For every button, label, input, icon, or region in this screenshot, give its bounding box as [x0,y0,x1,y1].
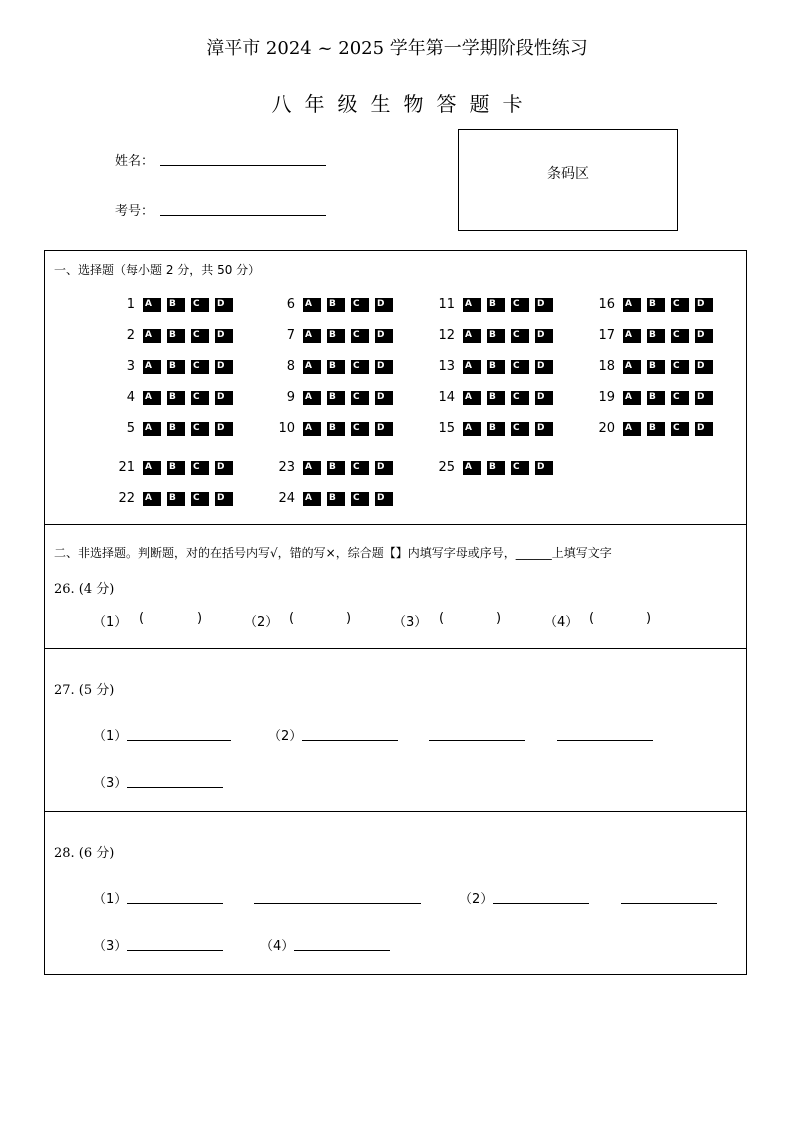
option-bubble-a[interactable]: A [143,461,161,474]
question-number: 2 [126,327,135,343]
option-bubble-a[interactable]: A [463,298,481,311]
option-bubble-b[interactable]: B [167,461,185,474]
option-bubble-a[interactable]: A [463,329,481,342]
question-number: 19 [598,389,615,405]
choice-question-10 [265,418,399,438]
q28-label: 28. (6 分) [54,846,115,861]
q27-part1-label: （1） [93,729,128,744]
q28-blank6[interactable] [294,936,390,951]
choice-question-19 [585,387,719,407]
option-bubble-b[interactable]: B [487,422,505,435]
option-bubble-b[interactable]: B [167,391,185,404]
option-bubble-d[interactable]: D [535,422,553,435]
choice-question-12 [425,325,559,345]
q26-answer3-close: ) [496,611,502,626]
q26-answer1-open: ( [139,611,145,626]
q26-part4-label: （4） [544,615,579,630]
q26-answer4[interactable] [599,609,647,627]
question-number: 4 [126,389,135,405]
option-bubble-b[interactable]: B [327,391,345,404]
exam-number-label: 考号： [115,204,155,219]
question-number: 16 [598,296,615,312]
question-number: 23 [278,459,295,475]
option-bubble-c[interactable]: C [351,360,369,373]
option-bubble-c[interactable]: C [351,329,369,342]
option-bubble-a[interactable]: A [303,360,321,373]
option-bubble-d[interactable]: D [215,391,233,404]
question-number: 3 [126,358,135,374]
option-bubble-b[interactable]: B [327,492,345,505]
option-bubble-d[interactable]: D [375,298,393,311]
option-bubble-a[interactable]: A [623,422,641,435]
q28-blank2[interactable] [254,889,421,904]
option-bubble-a[interactable]: A [143,329,161,342]
choice-question-24 [265,488,399,508]
choice-question-20 [585,418,719,438]
option-bubble-c[interactable]: C [191,360,209,373]
name-label: 姓名： [115,154,155,169]
option-bubble-a[interactable]: A [303,298,321,311]
option-bubble-a[interactable]: A [143,298,161,311]
option-bubble-a[interactable]: A [623,391,641,404]
question-number: 8 [286,358,295,374]
option-bubble-d[interactable]: D [535,360,553,373]
option-bubble-c[interactable]: C [351,461,369,474]
choice-question-14 [425,387,559,407]
choice-question-22 [105,488,239,508]
choice-question-1 [105,294,239,314]
option-bubble-c[interactable]: C [191,329,209,342]
choice-question-9 [265,387,399,407]
q27-blank4[interactable] [557,726,653,741]
option-bubble-d[interactable]: D [375,360,393,373]
choice-question-25 [425,457,559,477]
option-bubble-b[interactable]: B [487,298,505,311]
section-q28 [44,811,747,975]
option-bubble-b[interactable]: B [167,360,185,373]
question-number: 13 [438,358,455,374]
q26-answer2-open: ( [289,611,295,626]
option-bubble-b[interactable]: B [487,329,505,342]
choice-question-17 [585,325,719,345]
option-bubble-a[interactable]: A [463,360,481,373]
option-bubble-c[interactable]: C [511,391,529,404]
option-bubble-b[interactable]: B [647,391,665,404]
question-number: 15 [438,420,455,436]
option-bubble-c[interactable]: C [671,422,689,435]
option-bubble-a[interactable]: A [303,492,321,505]
section2-heading: 二、非选择题。判断题，对的在括号内写√，错的写×，综合题【】内填写字母或序号，______上填写文字 [54,546,612,560]
section-multiple-choice [44,250,747,525]
choice-question-6 [265,294,399,314]
choice-question-7 [265,325,399,345]
q28-blank4[interactable] [621,889,717,904]
option-bubble-c[interactable]: C [511,298,529,311]
question-number: 21 [118,459,135,475]
option-bubble-c[interactable]: C [511,360,529,373]
q26-answer4-open: ( [589,611,595,626]
option-bubble-b[interactable]: B [487,391,505,404]
option-bubble-a[interactable]: A [303,391,321,404]
question-number: 5 [126,420,135,436]
option-bubble-a[interactable]: A [303,422,321,435]
option-bubble-d[interactable]: D [535,298,553,311]
q27-blank3[interactable] [429,726,525,741]
option-bubble-a[interactable]: A [463,461,481,474]
choice-question-11 [425,294,559,314]
choice-question-21 [105,457,239,477]
option-bubble-c[interactable]: C [191,461,209,474]
q27-blank5[interactable] [127,773,223,788]
option-bubble-a[interactable]: A [143,360,161,373]
question-number: 10 [278,420,295,436]
section-non-choice [44,524,747,649]
choice-question-8 [265,356,399,376]
option-bubble-d[interactable]: D [215,461,233,474]
name-field[interactable] [160,151,326,166]
option-bubble-c[interactable]: C [191,391,209,404]
question-number: 12 [438,327,455,343]
question-number: 14 [438,389,455,405]
option-bubble-a[interactable]: A [623,329,641,342]
question-number: 25 [438,459,455,475]
q26-answer3[interactable] [449,609,497,627]
q26-part3-label: （3） [393,615,428,630]
choice-question-4 [105,387,239,407]
option-bubble-d[interactable]: D [215,492,233,505]
question-number: 11 [438,296,455,312]
question-number: 20 [598,420,615,436]
q28-blank5[interactable] [127,936,223,951]
section1-heading: 一、选择题（每小题 2 分，共 50 分） [54,263,261,277]
q26-answer1[interactable] [149,609,197,627]
option-bubble-c[interactable]: C [671,391,689,404]
option-bubble-d[interactable]: D [375,422,393,435]
choice-question-3 [105,356,239,376]
option-bubble-d[interactable]: D [695,298,713,311]
option-bubble-b[interactable]: B [327,422,345,435]
option-bubble-d[interactable]: D [695,391,713,404]
option-bubble-a[interactable]: A [463,391,481,404]
barcode-area [458,129,678,231]
option-bubble-d[interactable]: D [375,391,393,404]
q26-answer4-close: ) [646,611,652,626]
option-bubble-a[interactable]: A [143,492,161,505]
option-bubble-b[interactable]: B [647,329,665,342]
option-bubble-c[interactable]: C [671,329,689,342]
q26-part1-label: （1） [93,615,128,630]
option-bubble-d[interactable]: D [215,298,233,311]
choice-question-16 [585,294,719,314]
q26-part2-label: （2） [244,615,279,630]
q27-blank2[interactable] [302,726,398,741]
option-bubble-b[interactable]: B [167,492,185,505]
option-bubble-b[interactable]: B [647,360,665,373]
question-number: 22 [118,490,135,506]
option-bubble-d[interactable]: D [215,422,233,435]
page-subtitle: 八年级生物答题卡 [271,92,536,116]
question-number: 24 [278,490,295,506]
question-number: 1 [126,296,135,312]
q26-answer1-close: ) [197,611,203,626]
q28-part1-label: （1） [93,892,128,907]
option-bubble-d[interactable]: D [695,360,713,373]
question-number: 7 [286,327,295,343]
option-bubble-c[interactable]: C [511,329,529,342]
option-bubble-a[interactable]: A [303,329,321,342]
option-bubble-c[interactable]: C [511,422,529,435]
q28-blank3[interactable] [493,889,589,904]
option-bubble-d[interactable]: D [215,360,233,373]
choice-question-5 [105,418,239,438]
option-bubble-c[interactable]: C [351,298,369,311]
option-bubble-a[interactable]: A [143,422,161,435]
option-bubble-d[interactable]: D [695,329,713,342]
q27-part3-label: （3） [93,776,128,791]
option-bubble-b[interactable]: B [167,329,185,342]
q27-part2-label: （2） [268,729,303,744]
option-bubble-d[interactable]: D [375,329,393,342]
q28-part4-label: （4） [260,939,295,954]
option-bubble-c[interactable]: C [671,298,689,311]
option-bubble-c[interactable]: C [191,422,209,435]
q27-blank1[interactable] [127,726,231,741]
option-bubble-b[interactable]: B [327,298,345,311]
q28-blank1[interactable] [127,889,223,904]
option-bubble-c[interactable]: C [351,391,369,404]
option-bubble-d[interactable]: D [535,329,553,342]
choice-question-23 [265,457,399,477]
option-bubble-d[interactable]: D [535,461,553,474]
option-bubble-b[interactable]: B [487,360,505,373]
question-number: 17 [598,327,615,343]
option-bubble-d[interactable]: D [375,492,393,505]
option-bubble-d[interactable]: D [375,461,393,474]
option-bubble-a[interactable]: A [143,391,161,404]
q26-answer3-open: ( [439,611,445,626]
option-bubble-d[interactable]: D [215,329,233,342]
option-bubble-b[interactable]: B [167,422,185,435]
option-bubble-c[interactable]: C [351,422,369,435]
q26-part1 [93,611,127,630]
q26-answer2[interactable] [299,609,347,627]
option-bubble-a[interactable]: A [623,360,641,373]
choice-question-13 [425,356,559,376]
question-number: 6 [286,296,295,312]
section-q27 [44,648,747,812]
q27-label: 27. (5 分) [54,683,115,698]
page-title: 漳平市 2024 ~ 2025 学年第一学期阶段性练习 [206,38,588,59]
q26-label: 26. (4 分) [54,582,115,597]
option-bubble-b[interactable]: B [327,360,345,373]
option-bubble-c[interactable]: C [191,298,209,311]
option-bubble-b[interactable]: B [167,298,185,311]
exam-number-field[interactable] [160,201,326,216]
option-bubble-b[interactable]: B [327,329,345,342]
option-bubble-d[interactable]: D [695,422,713,435]
option-bubble-a[interactable]: A [303,461,321,474]
choice-question-2 [105,325,239,345]
choice-question-15 [425,418,559,438]
option-bubble-a[interactable]: A [623,298,641,311]
option-bubble-d[interactable]: D [535,391,553,404]
q28-part2-label: （2） [459,892,494,907]
q26-answer2-close: ) [346,611,352,626]
option-bubble-c[interactable]: C [191,492,209,505]
option-bubble-b[interactable]: B [487,461,505,474]
q28-part3-label: （3） [93,939,128,954]
question-number: 18 [598,358,615,374]
choice-question-18 [585,356,719,376]
option-bubble-c[interactable]: C [671,360,689,373]
option-bubble-c[interactable]: C [351,492,369,505]
option-bubble-b[interactable]: B [647,298,665,311]
option-bubble-b[interactable]: B [327,461,345,474]
barcode-label: 条码区 [547,166,589,182]
option-bubble-c[interactable]: C [511,461,529,474]
question-number: 9 [286,389,295,405]
option-bubble-a[interactable]: A [463,422,481,435]
option-bubble-b[interactable]: B [647,422,665,435]
